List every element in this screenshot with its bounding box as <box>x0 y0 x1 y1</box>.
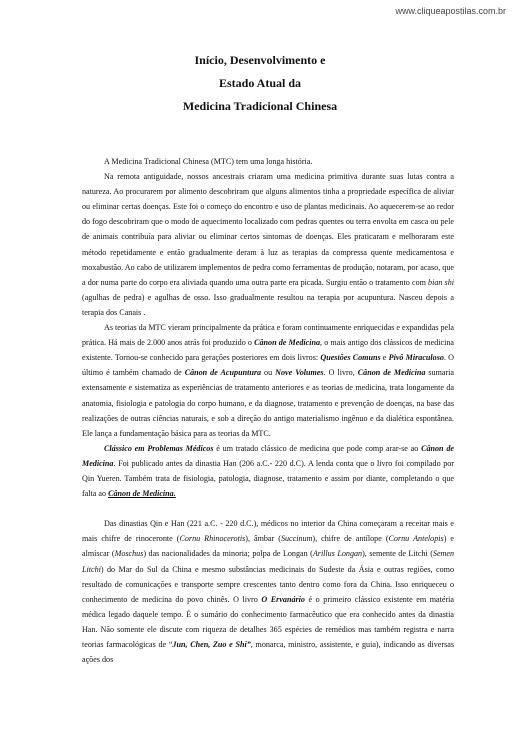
term-bold-italic: Jun, Chen, Zuo e Shi” <box>172 640 251 649</box>
paragraph-dynasties <box>82 516 454 667</box>
text-run: ), chifre de antílope ( <box>312 534 389 544</box>
latin-name: Cornu Rhinocerotis <box>179 534 246 544</box>
text-run: e <box>380 353 389 363</box>
text-run: Das dinastias Qin e Han (221 a.C. - 220 d.C.), médicos no interior da China começaram a receitar mais e mais chifre de rinoceronte ( <box>82 519 454 544</box>
text-run: ou <box>261 368 276 378</box>
latin-name: Semen Litchi <box>82 549 455 574</box>
book-title: Pivô Miraculoso <box>388 353 444 363</box>
paragraph-classic <box>82 441 454 501</box>
title-line-2: Estado Atual da <box>218 76 302 90</box>
text-run: é o primeiro clássico existente em matéria médica legado daquele tempo. É o sumário do conhecimento farmacêutico que era conhecido antes da dinastia Han. Não somente ele discute com riqueza de detalhes 365 espécies de remédios mas também registra e narra teorias farmacológicas de “ <box>82 594 454 649</box>
text-run: ), âmbar ( <box>245 534 281 544</box>
book-title: Cânon de Medicina <box>357 368 426 378</box>
text-run: ) e almíscar ( <box>82 534 455 559</box>
text-run: . O livro, <box>323 368 358 378</box>
text-run: , monarca, ministro, assistente, e guia), indicando as diversas ações dos <box>82 640 454 665</box>
document-body <box>82 154 454 667</box>
text-run: sumaria extensamente e sistematiza as experiências de tratamento anteriores e as teorias de medicina, trata longamente da anatomia, fisiologia e patologia do corpo humano, e da diagnose, tratamento e prevenção de doenças, na base das realizações de outras ciências naturais, e sob a direção do antigo materialismo ingênuo e da dialética espontânea. Ele lança a fundamentação básica para as teorias da MTC. <box>82 368 455 438</box>
document-title <box>0 49 520 118</box>
text-run: A Medicina Tradicional Chinesa (MTC) tem uma longa história. <box>104 157 313 166</box>
book-title: Cânon de Medicina <box>254 338 321 348</box>
latin-name: Cornu Antelopis <box>388 534 444 544</box>
text-run: (agulhas de pedra) e agulhas de osso. Isso gradualmente resultou na terapia por acupuntura. Nasceu depois a terapia dos Canais . <box>82 292 454 317</box>
title-line-1: Início, Desenvolvimento e <box>194 53 326 67</box>
title-line-3: Medicina Tradicional Chinesa <box>182 99 338 113</box>
book-title: Nove Volumes <box>275 368 324 378</box>
text-run: , o mais antigo dos clássicos de medicina existente. Tornou-se conhecido para gerações posteriores em dois livros: <box>82 338 454 363</box>
paragraph-intro <box>82 154 454 169</box>
latin-name: Moschus <box>114 549 144 559</box>
text-run: ) do Mar do Sul da China e mesmo substâncias medicinais do Sudeste da Ásia e outras regiões, como resultado de comunicações e transporte sempre crescentes tanto dentro como fora da China. Isso enriqueceu o conhecimento de medicina do povo chinês. O livro <box>82 564 454 604</box>
text-run: As teorias da MTC vieram principalmente da prática e foram continuamente enriquecidas e expandidas pela prática. Há mais de 2.000 anos atrás foi produzido o <box>82 323 454 348</box>
text-run: . Foi publicado antes da dinastia Han (206 a.C.- 220 d.C). A lenda conta que o livro foi compilado por Qin Yueren. Também trata de fisiologia, patologia, diagnose, tratamento e assim por diante, completando o que falta ao <box>82 458 454 499</box>
latin-name: Succinum <box>280 534 313 544</box>
book-title: Questões Comuns <box>320 353 381 363</box>
book-title: O Ervanário <box>261 594 305 604</box>
text-run: é um tratado clássico de medicina que pode comp arar-se ao <box>213 443 422 453</box>
book-title: Cânon de Acupuntura <box>184 368 262 378</box>
text-run: Na remota antiguidade, nossos ancestrais criaram uma medicina primitiva durante suas lutas contra a natureza. Ao procurarem por alimento descobriram que alguns alimentos tinha a propriedade específica de aliviar ou eliminar certas doenças. Este foi o começo do encontro e uso de plantas medicinais. Ao aquecerem-se ao redor do fogo descobriram que o modo de aquecimento localizado com pedras quentes ou terra envolta em casca ou pele de animais contribuía para aliviar ou eliminar certos sintomas de doenças. Eles praticaram e melhoraram este método repetidamente e então gradualmente deram à luz as terapias da compressa quente medicamentosa e moxabustão. Ao cabo de utilizarem implementos de pedra como ferramentas de produção, notaram, por acaso, que a dor numa parte do corpo era aliviada quando uma outra parte era picada. Surgiu então o tratamento com <box>82 172 454 287</box>
text-run: . O último é também chamado de <box>82 353 454 378</box>
book-title: Clássico em Problemas Médicos <box>104 443 214 453</box>
term-italic: bian shi <box>428 277 455 287</box>
book-title: Cânon de Medicina <box>82 443 454 468</box>
paragraph-origins <box>82 169 454 320</box>
text-run: ) das nacionalidades da minoria; polpa de Longan ( <box>143 549 313 559</box>
latin-name: Arillus Longan <box>312 549 363 559</box>
watermark-url: www.cliqueapostilas.com.br <box>395 6 506 16</box>
text-run: ), semente de Litchi ( <box>362 549 433 559</box>
book-title: Cânon de Medicina. <box>108 489 176 499</box>
paragraph-theories <box>82 320 454 441</box>
